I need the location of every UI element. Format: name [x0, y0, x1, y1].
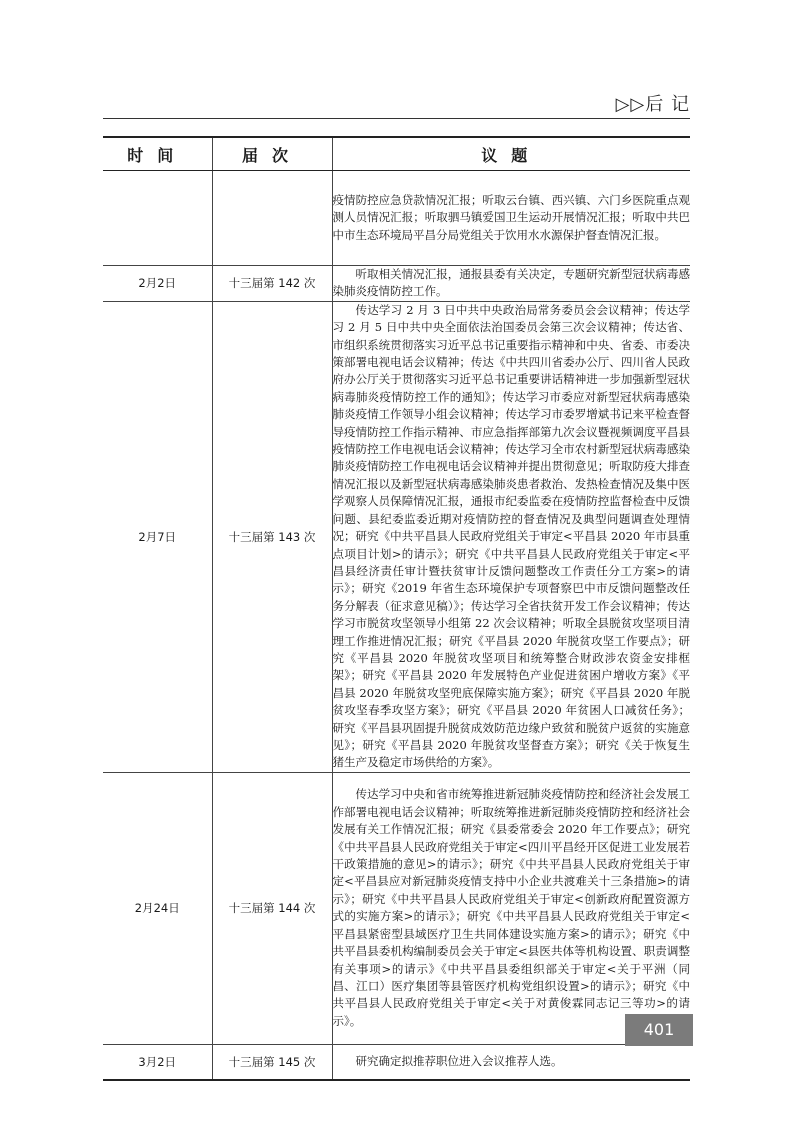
row-topic — [332, 772, 690, 1044]
row-date: 2月24日 — [103, 772, 212, 1044]
row-topic — [332, 301, 690, 772]
row-topic: 疫情防控应急贷款情况汇报；听取云台镇、西兴镇、六门乡医院重点观测人员情况汇报；听取驷马镇爱国卫生运动开展情况汇报；听取中共巴中市生态环境局平昌分局党组关于饮用水水源保护督查情况汇报。 — [332, 171, 690, 266]
column-header-session: 届次 — [212, 137, 332, 171]
row-session: 十三届第 145 次 — [212, 1044, 332, 1080]
column-header-topic: 议题 — [332, 137, 690, 171]
page-number: 401 — [625, 1014, 693, 1046]
table-row — [103, 171, 690, 266]
row-session: 十三届第 142 次 — [212, 266, 332, 302]
topic-text: 研究确定拟推荐职位进入会议推荐人选。 — [355, 1054, 563, 1069]
header-rule — [103, 118, 690, 119]
row-date: 2月7日 — [103, 301, 212, 772]
table-row — [103, 301, 690, 772]
topic-text: 传达学习 2 月 3 日中共中央政治局常务委员会会议精神；传达学习 2 月 5 日中共中央全面依法治国委员会第三次会议精神；传达省、市组织系统贯彻落实习近平总书记重要指示精神和中央、省委、市委决策部署电视电话会议精神；传达《中共四川省委办公厅、四川省人民政府办公厅关于贯彻落实习近平总书记重要讲话精神进一步加强新型冠状病毒肺炎疫情防控工作的通知》；传达学习市委应对新型冠状病毒感染肺炎疫情工作领导小组会议精神；传达学习市委罗增斌书记来平检查督导疫情防控工作指示精神、市应急指挥部第九次会议暨视频调度平昌县疫情防控工作电视电话会议精神；传达学习全市农村新型冠状病毒感染肺炎疫情防控工作电视电话会议精神并提出贯彻意见；听取防疫大排查情况汇报以及新型冠状病毒感染肺炎患者救治、发热检查情况及集中医学观察人员保障情况汇报，通报市纪委监委在疫情防控监督检查中反馈问题、县纪委监委近期对疫情防控的督查情况及典型问题调查处理情况；研究《中共平昌县人民政府党组关于审定<平昌县 2020 年市县重点项目计划>的请示》；研究《中共平昌县人民政府党组关于审定<平昌县经济责任审计暨扶贫审计反馈问题整改工作责任分工方案>的请示》；研究《2019 年省生态环境保护专项督察巴中市反馈问题整改任务分解表（征求意见稿）》；传达学习全省扶贫开发工作会议精神；传达学习市脱贫攻坚领导小组第 22 次会议精神；听取全县脱贫攻坚项目清理工作推进情况汇报；研究《平昌县 2020 年脱贫攻坚工作要点》；研究《平昌县 2020 年脱贫攻坚项目和统筹整合财政涉农资金安排框架》；研究《平昌县 2020 年发展特色产业促进贫困户增收方案》《平昌县 2020 年脱贫攻坚兜底保障实施方案》；研究《平昌县 2020 年脱贫攻坚春季攻坚方案》；研究《平昌县 2020 年贫困人口减贫任务》；研究《平昌县巩固提升脱贫成效防范边缘户致贫和脱贫户返贫的实施意见》；研究《平昌县 2020 年脱贫攻坚督查方案》；研究《关于恢复生猪生产及稳定市场供给的方案》。 — [332, 302, 690, 770]
table-row — [103, 1044, 690, 1080]
row-topic — [332, 1044, 690, 1080]
topic-text: 听取相关情况汇报，通报县委有关决定，专题研究新型冠状病毒感染肺炎疫情防控工作。 — [332, 267, 690, 299]
minutes-table — [103, 136, 690, 1081]
topic-text: 传达学习中央和省市统筹推进新冠肺炎疫情防控和经济社会发展工作部署电视电话会议精神；听取统筹推进新冠肺炎疫情防控和经济社会发展有关工作情况汇报；研究《县委常委会 2020 年工作要点》；研究《中共平昌县人民政府党组关于审定<四川平昌经开区促进工业发展若干政策措施的意见>的请示》；研究《中共平昌县人民政府党组关于审定<平昌县应对新冠肺炎疫情支持中小企业共渡难关十三条措施>的请示》；研究《中共平昌县人民政府党组关于审定<创新政府配置资源方式的实施方案>的请示》；研究《中共平昌县人民政府党组关于审定<平昌县紧密型县域医疗卫生共同体建设实施方案>的请示》；研究《中共平昌县委机构编制委员会关于审定<县医共体等机构设置、职责调整有关事项>的请示》《中共平昌县委组织部关于审定<关于平洲（同昌、江口）医疗集团等县管医疗机构党组织设置>的请示》；研究《中共平昌县人民政府党组关于审定<关于对黄俊霖同志记三等功>的请示》。 — [332, 787, 690, 1028]
row-session: 十三届第 144 次 — [212, 772, 332, 1044]
column-header-date: 时间 — [103, 137, 212, 171]
row-session: 十三届第 143 次 — [212, 301, 332, 772]
table-row — [103, 266, 690, 302]
row-topic — [332, 266, 690, 302]
table-header-row — [103, 137, 690, 171]
row-date — [103, 171, 212, 266]
section-title: ▷▷后 记 — [615, 94, 690, 115]
row-session — [212, 171, 332, 266]
row-date: 3月2日 — [103, 1044, 212, 1080]
row-date: 2月2日 — [103, 266, 212, 302]
table-row — [103, 772, 690, 1044]
